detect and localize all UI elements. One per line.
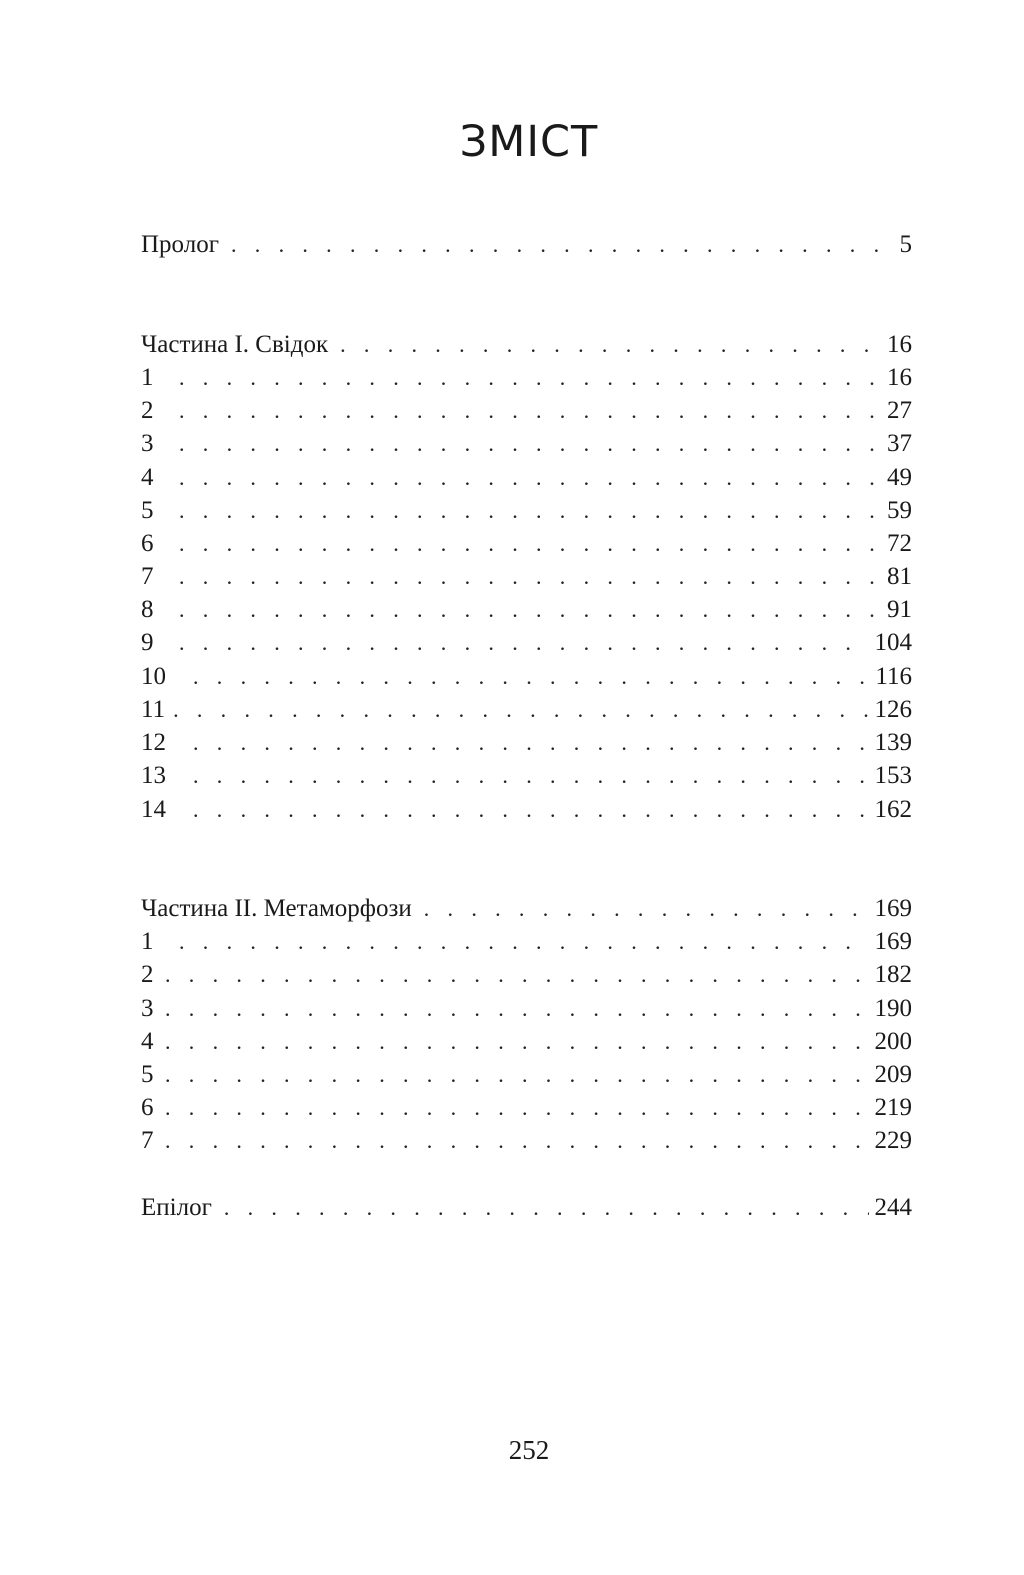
chapter-number: 7 bbox=[141, 563, 154, 590]
page-number: 252 bbox=[508, 1435, 550, 1465]
chapter-number: 7 bbox=[141, 1127, 154, 1154]
dot-leader bbox=[165, 1091, 869, 1125]
toc-entry-page: 104 bbox=[874, 629, 912, 656]
toc-entry-chapter bbox=[141, 992, 912, 1026]
chapter-number: 9 bbox=[141, 629, 154, 656]
chapter-number: 2 bbox=[141, 961, 154, 988]
dot-leader bbox=[193, 726, 869, 760]
chapter-number: 3 bbox=[141, 430, 154, 457]
toc-entry-label: Епілог bbox=[141, 1194, 212, 1221]
dot-leader bbox=[165, 992, 869, 1026]
toc-entry-part-1 bbox=[141, 328, 912, 362]
dot-leader bbox=[179, 494, 881, 528]
toc-entry-chapter bbox=[141, 626, 912, 660]
toc-entry-page: 190 bbox=[874, 995, 912, 1022]
toc-entry-part-2 bbox=[141, 892, 912, 926]
toc-entry-page: 209 bbox=[874, 1061, 912, 1088]
dot-leader bbox=[340, 328, 881, 362]
toc-entry-page: 153 bbox=[874, 762, 912, 789]
toc-entry-page: 229 bbox=[874, 1127, 912, 1154]
chapter-number: 5 bbox=[141, 1061, 154, 1088]
toc-entry-chapter bbox=[141, 1058, 912, 1092]
toc-entry-page: 91 bbox=[887, 596, 912, 623]
toc-entry-page: 16 bbox=[887, 364, 912, 391]
toc-entry-page: 81 bbox=[887, 563, 912, 590]
chapter-number: 3 bbox=[141, 995, 154, 1022]
table-of-contents bbox=[141, 0, 912, 1575]
chapter-number: 10 bbox=[141, 663, 166, 690]
toc-entry-chapter bbox=[141, 925, 912, 959]
dot-leader bbox=[165, 1124, 869, 1158]
chapter-number: 1 bbox=[141, 364, 154, 391]
toc-entry-page: 139 bbox=[874, 729, 912, 756]
toc-entry-label: Частина ІІ. Метаморфози bbox=[141, 895, 412, 922]
toc-entry-chapter bbox=[141, 394, 912, 428]
dot-leader bbox=[179, 394, 881, 428]
chapter-number: 6 bbox=[141, 530, 154, 557]
chapter-number: 6 bbox=[141, 1094, 154, 1121]
dot-leader bbox=[224, 1191, 869, 1225]
dot-leader bbox=[193, 759, 869, 793]
toc-entry-page: 49 bbox=[887, 464, 912, 491]
toc-entry-chapter bbox=[141, 759, 912, 793]
dot-leader bbox=[173, 693, 868, 727]
toc-entry-chapter bbox=[141, 1025, 912, 1059]
dot-leader bbox=[179, 361, 881, 395]
toc-entry-page: 182 bbox=[874, 961, 912, 988]
toc-entry-chapter bbox=[141, 527, 912, 561]
toc-entry-chapter bbox=[141, 593, 912, 627]
dot-leader bbox=[165, 1058, 869, 1092]
toc-entry-page: 5 bbox=[899, 231, 912, 258]
toc-entry-page: 169 bbox=[874, 895, 912, 922]
toc-entry-chapter bbox=[141, 361, 912, 395]
toc-entry-page: 116 bbox=[875, 663, 912, 690]
dot-leader bbox=[179, 593, 881, 627]
toc-entry-page: 59 bbox=[887, 497, 912, 524]
toc-entry-page: 126 bbox=[874, 696, 912, 723]
dot-leader bbox=[179, 925, 869, 959]
toc-entry-page: 37 bbox=[887, 430, 912, 457]
chapter-number: 13 bbox=[141, 762, 166, 789]
chapter-number: 2 bbox=[141, 397, 154, 424]
toc-entry-page: 16 bbox=[887, 331, 912, 358]
toc-entry-label: Частина І. Свідок bbox=[141, 331, 329, 358]
dot-leader bbox=[165, 958, 869, 992]
toc-entry-label: Пролог bbox=[141, 231, 219, 258]
dot-leader bbox=[193, 793, 869, 827]
toc-entry-page: 72 bbox=[887, 530, 912, 557]
toc-entry-chapter bbox=[141, 1091, 912, 1125]
page-title: ЗМІСТ bbox=[459, 117, 599, 167]
dot-leader bbox=[179, 461, 881, 495]
chapter-number: 11 bbox=[141, 696, 166, 723]
dot-leader bbox=[179, 626, 869, 660]
toc-entry-chapter bbox=[141, 958, 912, 992]
dot-leader bbox=[193, 660, 869, 694]
toc-entry-epilogue bbox=[141, 1191, 912, 1225]
chapter-number: 4 bbox=[141, 464, 154, 491]
dot-leader bbox=[179, 427, 881, 461]
dot-leader bbox=[179, 560, 881, 594]
toc-entry-chapter bbox=[141, 427, 912, 461]
toc-entry-chapter bbox=[141, 793, 912, 827]
toc-entry-chapter bbox=[141, 461, 912, 495]
toc-entry-chapter bbox=[141, 693, 912, 727]
toc-entry-page: 162 bbox=[874, 796, 912, 823]
chapter-number: 12 bbox=[141, 729, 166, 756]
toc-entry-chapter bbox=[141, 660, 912, 694]
dot-leader bbox=[424, 892, 869, 926]
chapter-number: 14 bbox=[141, 796, 166, 823]
chapter-number: 5 bbox=[141, 497, 154, 524]
chapter-number: 1 bbox=[141, 928, 154, 955]
chapter-number: 8 bbox=[141, 596, 154, 623]
toc-entry-page: 200 bbox=[874, 1028, 912, 1055]
toc-entry-page: 169 bbox=[874, 928, 912, 955]
chapter-number: 4 bbox=[141, 1028, 154, 1055]
toc-entry-chapter bbox=[141, 560, 912, 594]
toc-entry-chapter bbox=[141, 726, 912, 760]
toc-entry-chapter bbox=[141, 494, 912, 528]
dot-leader bbox=[165, 1025, 869, 1059]
toc-entry-page: 219 bbox=[874, 1094, 912, 1121]
toc-entry-prologue bbox=[141, 228, 912, 262]
toc-entry-page: 27 bbox=[887, 397, 912, 424]
toc-entry-chapter bbox=[141, 1124, 912, 1158]
dot-leader bbox=[179, 527, 881, 561]
dot-leader bbox=[231, 228, 894, 262]
toc-entry-page: 244 bbox=[874, 1194, 912, 1221]
